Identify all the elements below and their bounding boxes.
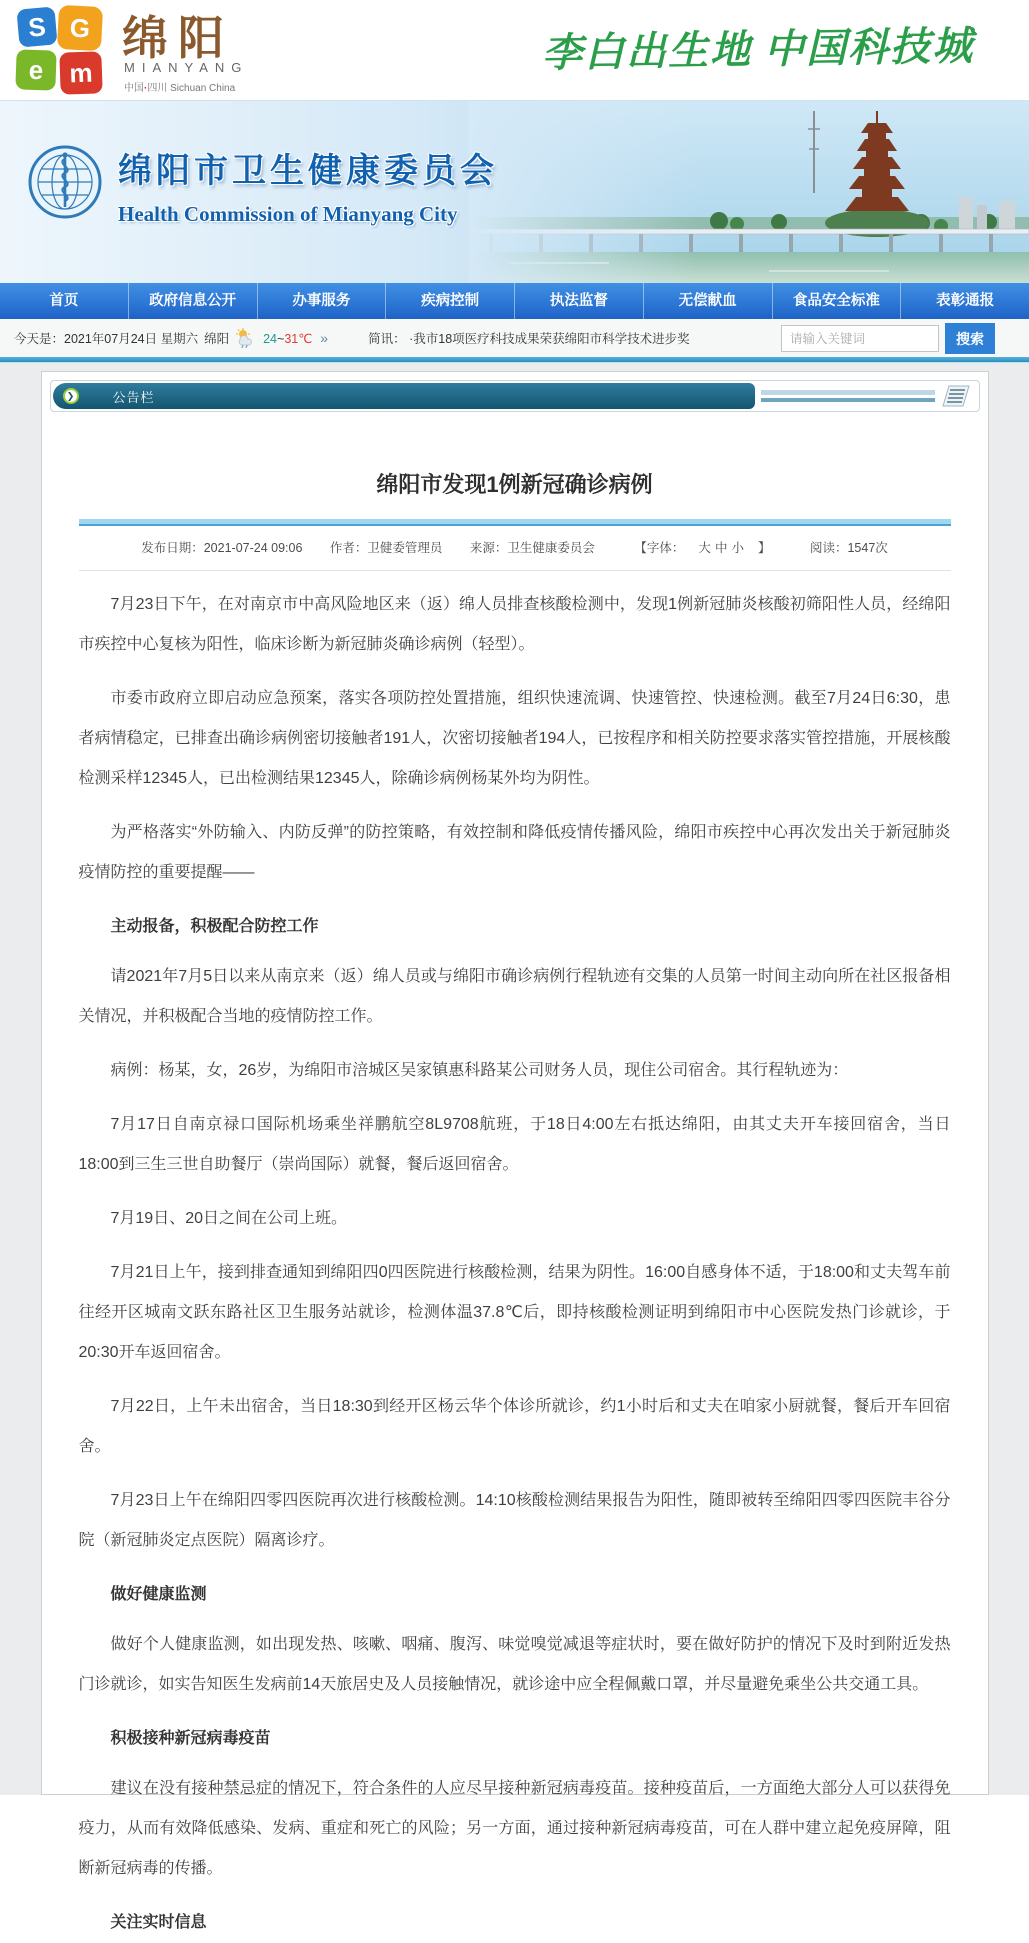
city-subtitle-separator: · [144,83,148,94]
nav-item-disease-control[interactable]: 疾病控制 [386,283,515,319]
read-count: 阅读：1547次 [809,541,888,555]
nav-item-commendation[interactable]: 表彰通报 [936,293,995,309]
board-title: 公告栏 [112,389,155,405]
article-paragraph: 做好个人健康监测，如出现发热、咳嗽、咽痛、腹泻、味觉嗅觉减退等症状时，要在做好防护的情况下及时到附近发热门诊就诊，如实告知医生发病前14天旅居史及人员接触情况，就诊途中应全程佩戴口罩，并尽量避免乘坐公共交通工具。 [78,1636,951,1693]
commission-title-cn: 绵阳市卫生健康委员会 [118,152,498,190]
site-search [781,323,995,354]
article-meta [79,538,951,556]
city-subtitle [124,79,235,94]
meta-divider [79,570,951,571]
article-paragraph: 病例：杨某，女，26岁，为绵阳市涪城区吴家镇惠科路某公司财务人员，现住公司宿舍。其行程轨迹为： [110,1062,849,1079]
announcement-board-bar [50,380,980,412]
board-title-bar [53,383,755,409]
city-name-calligraphy: 绵阳 [122,13,234,64]
nav-item-services[interactable]: 办事服务 [258,283,387,319]
temperature [263,331,312,346]
article-source: 来源：卫生健康委员会 [469,541,595,555]
stacked-pages-icon [941,384,971,408]
font-size-large[interactable]: 大 [698,541,711,555]
nav-item-home[interactable]: 首页 [0,283,129,319]
section-heading: 关注实时信息 [110,1914,207,1931]
logo-tile-red [59,51,102,94]
font-size-suffix: 】 [757,541,771,555]
article-paragraph: 请2021年7月5日以来从南京来（返）绵人员或与绵阳市确诊病例行程轨迹有交集的人员第一时间主动向所在社区报备相关情况，并积极配合当地的疫情防控工作。 [78,968,951,1025]
logo-letter: e [28,54,44,85]
logo-tile-blue [16,6,57,47]
article-body [79,585,951,1943]
logo-tile-green [15,49,56,90]
content-panel [41,371,989,1931]
article [42,468,988,1943]
arrow-bullet-icon: ❯ [63,388,79,404]
logo-letter: m [68,57,94,88]
health-commission-emblem [26,143,104,221]
article-paragraph: 市委市政府立即启动应急预案，落实各项防控处置措施，组织快速流调、快速管控、快速检测。截至7月24日6:30，患者病情稳定，已排查出确诊病例密切接触者191人，次密切接触者194人，已按程序和相关防控要求落实管控措施，开展核酸检测采样12345人，已出检测结果12345人，除确诊病例杨某外均为阴性。 [78,690,951,787]
logo-letter: S [27,10,47,43]
mianyang-city-logo [16,6,112,94]
weather-more-link[interactable]: » [320,330,329,346]
weather-sun-rain-icon [235,328,257,348]
article-paragraph: 7月22日，上午未出宿舍，当日18:30到经开区杨云华个体诊所就诊，约1小时后和丈夫在咱家小厨就餐，餐后开车回宿舍。 [78,1398,951,1455]
section-heading: 积极接种新冠病毒疫苗 [110,1730,271,1747]
publish-date: 发布日期：2021-07-24 09:06 [141,541,303,555]
brief-news-link[interactable]: ·我市18项医疗科技成果荣获绵阳市科学技术进步奖 [409,332,690,346]
main-navigation [0,283,1029,319]
article-paragraph: 为严格落实“外防输入、内防反弹”的防控策略，有效控制和降低疫情传播风险，绵阳市疾控中心再次发出关于新冠肺炎疫情防控的重要提醒—— [78,824,951,881]
title-divider [79,519,951,526]
font-size-control [622,541,782,555]
section-heading: 主动报备，积极配合防控工作 [110,918,319,935]
article-paragraph: 建议在没有接种禁忌症的情况下，符合条件的人应尽早接种新冠病毒疫苗。接种疫苗后，一方面绝大部分人可以获得免疫力，从而有效降低感染、发病、重症和死亡的风险；另一方面，通过接种新冠病毒疫苗，可在人群中建立起免疫屏障，阻断新冠病毒的传播。 [78,1780,951,1877]
date-weather [14,328,328,348]
article-paragraph: 7月21日上午，接到排查通知到绵阳四0四医院进行核酸检测，结果为阴性。16:00自感身体不适，于18:00和丈夫驾车前往经开区城南文跃东路社区卫生服务站就诊，检测体温37.8℃后，即持核酸检测证明到绵阳市中心医院发热门诊就诊，于20:30开车返回宿舍。 [78,1264,951,1361]
font-size-prefix: 【字体： [634,541,685,555]
article-paragraph: 7月23日下午，在对南京市中高风险地区来（返）绵人员排查核酸检测中，发现1例新冠肺炎核酸初筛阳性人员，经绵阳市疾控中心复核为阳性，临床诊断为新冠肺炎确诊病例（轻型）。 [78,596,951,653]
logo-letter: G [69,11,91,44]
riverside-pagoda-scenery [469,101,1029,283]
today-date: 今天是：2021年07月24日 星期六 [14,332,199,346]
brief-label: 简讯： [368,332,406,346]
banner-titles [118,143,498,227]
city-slogan-calligraphy: 李白出生地 中国科技城 [541,23,975,76]
temp-high: 31℃ [284,331,313,346]
article-paragraph: 7月19日、20日之间在公司上班。 [110,1210,347,1227]
weather-city: 绵阳 [204,332,230,346]
article-paragraph: 7月17日自南京禄口国际机场乘坐祥鹏航空8L9708航班，于18日4:00左右抵达绵阳，由其丈夫开车接回宿舍，当日18:00到三生三世自助餐厅（崇尚国际）就餐，餐后返回宿舍。 [78,1116,951,1173]
nav-item-food-safety[interactable]: 食品安全标准 [773,283,902,319]
city-subtitle-en: 四川 Sichuan China [147,83,236,94]
article-title: 绵阳市发现1例新冠确诊病例 [376,472,653,497]
article-paragraph: 7月23日上午在绵阳四零四医院再次进行核酸检测。14:10核酸检测结果报告为阳性，随即被转至绵阳四零四医院丰谷分院（新冠肺炎定点医院）隔离诊疗。 [78,1492,951,1549]
nav-item-gov-info[interactable]: 政府信息公开 [129,283,258,319]
article-author: 作者：卫健委管理员 [329,541,443,555]
logo-tile-orange [57,5,103,51]
section-heading: 做好健康监测 [110,1586,207,1603]
info-bar [0,319,1029,357]
temp-low: 24 [263,331,278,346]
commission-title-en: Health Commission of Mianyang City [118,202,458,226]
city-subtitle-cn: 中国 [124,83,144,94]
search-input[interactable] [781,325,939,352]
page-background [0,363,1029,1931]
font-size-small[interactable]: 小 [731,541,744,555]
search-button[interactable]: 搜索 [945,323,995,354]
news-ticker [368,329,690,347]
commission-banner [0,100,1029,283]
nav-item-law-supervision[interactable]: 执法监督 [515,283,644,319]
nav-item-blood-donation[interactable]: 无偿献血 [644,283,773,319]
font-size-medium[interactable]: 中 [714,541,728,555]
city-name-english: MIANYANG [124,60,249,75]
board-decorative-stripes [761,387,935,405]
site-header [0,0,1029,100]
temp-separator: ~ [277,331,285,346]
